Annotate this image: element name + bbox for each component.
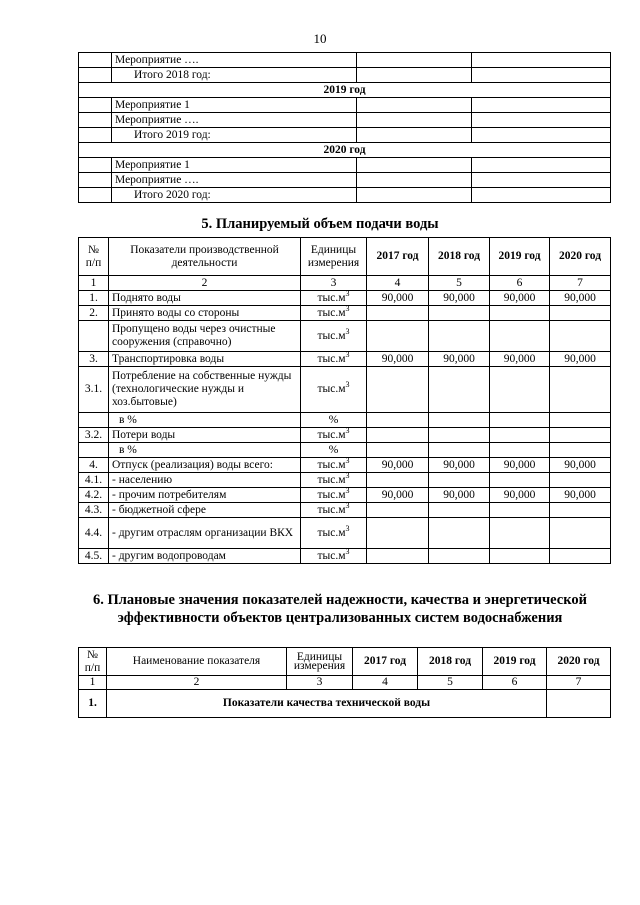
value-cell: [550, 306, 611, 321]
value-cell: 90,000: [429, 458, 490, 473]
unit-exponent: 3: [345, 288, 350, 298]
volume-row: [79, 473, 611, 488]
top-table-row: [79, 158, 611, 173]
unit-cell: [301, 518, 367, 549]
top-num-cell: [79, 173, 112, 188]
unit-base: тыс.м: [317, 526, 346, 539]
unit-exponent: 3: [345, 546, 350, 556]
unit-base: тыс.м: [317, 352, 346, 365]
top-value-cell: [357, 173, 472, 188]
top-num-cell: [79, 53, 112, 68]
volume-row: [79, 488, 611, 503]
row-number: 4.: [79, 458, 109, 473]
volume-row: [79, 549, 611, 564]
value-cell: [367, 321, 429, 352]
row-number: 4.3.: [79, 503, 109, 518]
value-cell: [490, 321, 550, 352]
header-2018: 2018 год: [429, 238, 490, 276]
value-cell: [490, 413, 550, 428]
indicator-name: в %: [109, 413, 301, 428]
activity-label: Мероприятие ….: [112, 173, 357, 188]
unit-exponent: 3: [345, 380, 350, 390]
indicator-name: Отпуск (реализация) воды всего:: [109, 458, 301, 473]
indicator-name: Потребление на собственные нужды (технологические нужды и хоз.бытовые): [109, 367, 301, 413]
unit-exponent: 3: [345, 500, 350, 510]
volume-row: [79, 458, 611, 473]
top-table-row: [79, 83, 611, 98]
column-number: 4: [367, 276, 429, 291]
total-label: Итого 2020 год:: [112, 188, 357, 203]
row-number: 3.1.: [79, 367, 109, 413]
unit-base: тыс.м: [317, 458, 346, 471]
top-value-cell: [472, 98, 611, 113]
column-number: 6: [490, 276, 550, 291]
value-cell: [367, 503, 429, 518]
top-value-cell: [357, 113, 472, 128]
value-cell: 90,000: [490, 488, 550, 503]
value-cell: 90,000: [367, 488, 429, 503]
unit-base: тыс.м: [317, 329, 346, 342]
unit-exponent: 3: [345, 326, 350, 336]
section-5-title: 5. Планируемый объем подачи воды: [201, 216, 439, 232]
unit-exponent: 3: [345, 425, 350, 435]
top-num-cell: [79, 158, 112, 173]
header-unit: Единицы измерения: [301, 238, 367, 276]
value-cell: [550, 503, 611, 518]
row-number: 3.: [79, 352, 109, 367]
header-2019: 2019 год: [490, 238, 550, 276]
indicator-name: - прочим потребителям: [109, 488, 301, 503]
t6-header-unit: Единицы измерения: [287, 648, 353, 676]
row-number: [79, 321, 109, 352]
top-value-cell: [472, 128, 611, 143]
unit-cell: [301, 321, 367, 352]
indicator-name: Транспортировка воды: [109, 352, 301, 367]
value-cell: [550, 367, 611, 413]
unit-base: тыс.м: [317, 473, 346, 486]
indicator-name: - населению: [109, 473, 301, 488]
value-cell: 90,000: [429, 488, 490, 503]
total-label: Итого 2019 год:: [112, 128, 357, 143]
unit-base: тыс.м: [317, 488, 346, 501]
water-volume-table: [78, 237, 611, 564]
unit-exponent: 3: [345, 349, 350, 359]
top-table: [78, 52, 611, 203]
column-number: 2: [107, 676, 287, 690]
value-cell: 90,000: [429, 291, 490, 306]
top-value-cell: [472, 188, 611, 203]
volume-row: [79, 443, 611, 458]
t6-row-cell: [547, 690, 611, 718]
column-number: 1: [79, 676, 107, 690]
value-cell: [429, 413, 490, 428]
row-number: 4.2.: [79, 488, 109, 503]
unit-exponent: 3: [345, 470, 350, 480]
top-value-cell: [472, 68, 611, 83]
activity-label: Мероприятие 1: [112, 158, 357, 173]
t6-header-2020: 2020 год: [547, 648, 611, 676]
unit-cell: [301, 367, 367, 413]
top-value-cell: [357, 158, 472, 173]
header-2017: 2017 год: [367, 238, 429, 276]
value-cell: [490, 473, 550, 488]
value-cell: [429, 321, 490, 352]
value-cell: [367, 428, 429, 443]
volume-row: [79, 518, 611, 549]
value-cell: [367, 549, 429, 564]
top-value-cell: [357, 68, 472, 83]
column-number: 1: [79, 276, 109, 291]
volume-row: [79, 352, 611, 367]
top-value-cell: [357, 188, 472, 203]
top-table-row: [79, 98, 611, 113]
value-cell: [367, 306, 429, 321]
value-cell: 90,000: [550, 291, 611, 306]
unit-cell: [301, 500, 367, 518]
value-cell: 90,000: [367, 352, 429, 367]
header-indicator: Показатели производственной деятельности: [109, 238, 301, 276]
activity-label: Мероприятие 1: [112, 98, 357, 113]
top-table-row: [79, 113, 611, 128]
column-number: 5: [429, 276, 490, 291]
value-cell: [490, 518, 550, 549]
column-number: 2: [109, 276, 301, 291]
unit-cell: [301, 485, 367, 503]
value-cell: [429, 428, 490, 443]
row-number: [79, 413, 109, 428]
unit-cell: [301, 288, 367, 306]
value-cell: [367, 518, 429, 549]
top-value-cell: [472, 158, 611, 173]
unit-cell: [301, 303, 367, 321]
year-heading: 2019 год: [79, 83, 611, 98]
top-num-cell: [79, 188, 112, 203]
top-num-cell: [79, 68, 112, 83]
top-table-row: [79, 173, 611, 188]
unit-cell: %: [301, 413, 367, 428]
value-cell: [490, 367, 550, 413]
column-number: 7: [550, 276, 611, 291]
unit-exponent: 3: [345, 485, 350, 495]
row-number: 4.1.: [79, 473, 109, 488]
column-number: 3: [287, 676, 353, 690]
top-value-cell: [472, 53, 611, 68]
unit-cell: [301, 455, 367, 473]
value-cell: [490, 428, 550, 443]
indicator-name: Пропущено воды через очистные сооружения (справочно): [109, 321, 301, 352]
header-2020: 2020 год: [550, 238, 611, 276]
value-cell: 90,000: [490, 458, 550, 473]
value-cell: [490, 503, 550, 518]
indicator-name: Потери воды: [109, 428, 301, 443]
value-cell: [550, 549, 611, 564]
column-number: 7: [547, 676, 611, 690]
value-cell: [429, 367, 490, 413]
page-number: 10: [313, 31, 327, 46]
volume-row: [79, 367, 611, 413]
row-number: 2.: [79, 306, 109, 321]
top-table-row: [79, 143, 611, 158]
top-table-row: [79, 53, 611, 68]
top-table-row: [79, 68, 611, 83]
value-cell: [367, 367, 429, 413]
unit-base: тыс.м: [317, 291, 346, 304]
value-cell: [429, 549, 490, 564]
t6-header-2018: 2018 год: [418, 648, 483, 676]
t6-row-num: 1.: [79, 690, 107, 718]
value-cell: [429, 473, 490, 488]
value-cell: [550, 428, 611, 443]
column-number: 4: [353, 676, 418, 690]
top-value-cell: [472, 113, 611, 128]
value-cell: [429, 443, 490, 458]
column-number: 6: [483, 676, 547, 690]
row-number: 4.5.: [79, 549, 109, 564]
section-6-title: 6. Плановые значения показателей надежности, качества и энергетической эффективности объектов централизованных систем водоснабжения: [93, 592, 587, 626]
volume-row: [79, 413, 611, 428]
volume-row: [79, 321, 611, 352]
unit-exponent: 3: [345, 523, 350, 533]
indicator-name: в %: [109, 443, 301, 458]
top-value-cell: [357, 128, 472, 143]
value-cell: [367, 413, 429, 428]
unit-cell: %: [301, 443, 367, 458]
activity-label: Мероприятие ….: [112, 53, 357, 68]
value-cell: 90,000: [550, 458, 611, 473]
top-num-cell: [79, 128, 112, 143]
indicator-name: Поднято воды: [109, 291, 301, 306]
top-value-cell: [357, 53, 472, 68]
top-num-cell: [79, 113, 112, 128]
row-number: 1.: [79, 291, 109, 306]
value-cell: 90,000: [429, 352, 490, 367]
volume-row: [79, 306, 611, 321]
unit-cell: [301, 349, 367, 367]
unit-base: тыс.м: [317, 383, 346, 395]
value-cell: [490, 549, 550, 564]
value-cell: [429, 503, 490, 518]
t6-row-label: Показатели качества технической воды: [107, 690, 547, 718]
value-cell: [550, 413, 611, 428]
top-value-cell: [472, 173, 611, 188]
total-label: Итого 2018 год:: [112, 68, 357, 83]
unit-cell: [301, 425, 367, 443]
top-value-cell: [357, 98, 472, 113]
header-num: № п/п: [79, 238, 109, 276]
top-table-row: [79, 128, 611, 143]
column-number: 5: [418, 676, 483, 690]
indicator-name: - бюджетной сфере: [109, 503, 301, 518]
value-cell: [367, 443, 429, 458]
indicator-name: - другим водопроводам: [109, 549, 301, 564]
value-cell: [490, 306, 550, 321]
reliability-table: [78, 647, 611, 718]
value-cell: [490, 443, 550, 458]
value-cell: [367, 473, 429, 488]
unit-cell: [301, 546, 367, 564]
unit-base: тыс.м: [317, 549, 346, 562]
value-cell: 90,000: [550, 352, 611, 367]
unit-base: тыс.м: [317, 306, 346, 319]
row-number: [79, 443, 109, 458]
value-cell: [429, 518, 490, 549]
volume-row: [79, 503, 611, 518]
row-number: 3.2.: [79, 428, 109, 443]
volume-row: [79, 428, 611, 443]
column-number: 3: [301, 276, 367, 291]
value-cell: [550, 321, 611, 352]
value-cell: [550, 443, 611, 458]
value-cell: [429, 306, 490, 321]
volume-row: [79, 291, 611, 306]
unit-exponent: 3: [345, 455, 350, 465]
activity-label: Мероприятие ….: [112, 113, 357, 128]
unit-base: тыс.м: [317, 428, 346, 441]
value-cell: 90,000: [367, 458, 429, 473]
unit-base: тыс.м: [317, 503, 346, 516]
unit-exponent: 3: [345, 303, 350, 313]
top-table-row: [79, 188, 611, 203]
value-cell: 90,000: [490, 291, 550, 306]
indicator-name: Принято воды со стороны: [109, 306, 301, 321]
t6-header-indicator: Наименование показателя: [107, 648, 287, 676]
top-num-cell: [79, 98, 112, 113]
year-heading: 2020 год: [79, 143, 611, 158]
value-cell: [550, 518, 611, 549]
row-number: 4.4.: [79, 518, 109, 549]
value-cell: 90,000: [367, 291, 429, 306]
value-cell: 90,000: [550, 488, 611, 503]
t6-header-num: № п/п: [79, 648, 107, 676]
t6-header-2017: 2017 год: [353, 648, 418, 676]
unit-cell: [301, 470, 367, 488]
t6-header-2019: 2019 год: [483, 648, 547, 676]
value-cell: [550, 473, 611, 488]
value-cell: 90,000: [490, 352, 550, 367]
indicator-name: - другим отраслям организации ВКХ: [109, 518, 301, 549]
